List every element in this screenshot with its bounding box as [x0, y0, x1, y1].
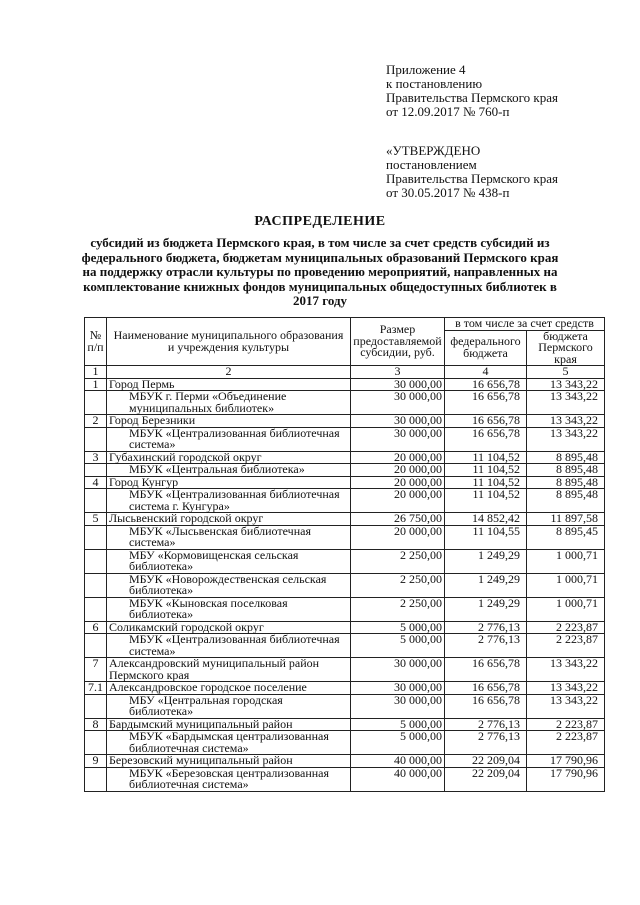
row-subsidy-size: 20 000,00	[351, 525, 445, 549]
appendix-block	[386, 63, 626, 119]
row-federal-amount: 2 776,13	[445, 718, 527, 731]
row-number: 2	[85, 415, 107, 428]
row-number	[85, 427, 107, 451]
row-subsidy-size: 2 250,00	[351, 597, 445, 621]
row-subsidy-size: 5 000,00	[351, 621, 445, 634]
header-federal: федерального бюджета	[445, 330, 527, 366]
approval-block	[386, 144, 626, 200]
row-number: 7.1	[85, 682, 107, 695]
row-number	[85, 597, 107, 621]
row-subsidy-size: 5 000,00	[351, 718, 445, 731]
row-name: МБУК «Новорождественская сельская библиотека»	[107, 573, 351, 597]
row-name: Березовский муниципальный район	[107, 755, 351, 768]
row-federal-amount: 1 249,29	[445, 573, 527, 597]
row-number: 8	[85, 718, 107, 731]
row-regional-amount: 1 000,71	[527, 573, 605, 597]
row-subsidy-size: 5 000,00	[351, 634, 445, 658]
row-regional-amount: 8 895,48	[527, 464, 605, 477]
column-index: 5	[527, 366, 605, 379]
row-name: МБУК «Централизованная библиотечная система г. Кунгура»	[107, 489, 351, 513]
row-number: 4	[85, 476, 107, 489]
table-row	[85, 658, 605, 682]
row-regional-amount: 11 897,58	[527, 513, 605, 526]
column-index: 2	[107, 366, 351, 379]
header-name: Наименование муниципального образования и учреждения культуры	[107, 318, 351, 366]
row-federal-amount: 16 656,78	[445, 682, 527, 695]
appendix-line: от 12.09.2017 № 760-п	[386, 104, 510, 119]
row-number: 7	[85, 658, 107, 682]
header-including: в том числе за счет средств	[445, 318, 605, 331]
row-name: МБУК «Централизованная библиотечная система»	[107, 427, 351, 451]
row-regional-amount: 8 895,48	[527, 476, 605, 489]
row-federal-amount: 16 656,78	[445, 378, 527, 391]
row-federal-amount: 16 656,78	[445, 391, 527, 415]
row-subsidy-size: 20 000,00	[351, 451, 445, 464]
row-regional-amount: 8 895,45	[527, 525, 605, 549]
row-regional-amount: 13 343,22	[527, 415, 605, 428]
column-index: 3	[351, 366, 445, 379]
row-regional-amount: 2 223,87	[527, 731, 605, 755]
row-federal-amount: 16 656,78	[445, 415, 527, 428]
row-regional-amount: 17 790,96	[527, 755, 605, 768]
header-regional: бюджета Пермского края	[527, 330, 605, 366]
row-regional-amount: 1 000,71	[527, 549, 605, 573]
row-name: Соликамский городской округ	[107, 621, 351, 634]
row-federal-amount: 11 104,52	[445, 476, 527, 489]
row-subsidy-size: 30 000,00	[351, 378, 445, 391]
row-number: 3	[85, 451, 107, 464]
row-regional-amount: 13 343,22	[527, 378, 605, 391]
row-number	[85, 525, 107, 549]
row-subsidy-size: 30 000,00	[351, 694, 445, 718]
table-row	[85, 525, 605, 549]
row-name: МБУК «Централизованная библиотечная система»	[107, 634, 351, 658]
row-subsidy-size: 2 250,00	[351, 573, 445, 597]
row-name: МБУК г. Перми «Объединение муниципальных библиотек»	[107, 391, 351, 415]
row-number: 6	[85, 621, 107, 634]
row-subsidy-size: 20 000,00	[351, 476, 445, 489]
row-subsidy-size: 40 000,00	[351, 767, 445, 791]
row-name: Александровское городское поселение	[107, 682, 351, 695]
row-name: Лысьвенский городской округ	[107, 513, 351, 526]
row-name: МБУ «Кормовищенская сельская библиотека»	[107, 549, 351, 573]
row-regional-amount: 1 000,71	[527, 597, 605, 621]
row-federal-amount: 1 249,29	[445, 597, 527, 621]
appendix-line: Правительства Пермского края	[386, 90, 558, 105]
row-federal-amount: 11 104,52	[445, 451, 527, 464]
row-federal-amount: 14 852,42	[445, 513, 527, 526]
row-federal-amount: 2 776,13	[445, 621, 527, 634]
row-regional-amount: 2 223,87	[527, 634, 605, 658]
row-regional-amount: 17 790,96	[527, 767, 605, 791]
row-regional-amount: 13 343,22	[527, 658, 605, 682]
table-row	[85, 731, 605, 755]
row-regional-amount: 2 223,87	[527, 718, 605, 731]
row-federal-amount: 11 104,52	[445, 464, 527, 477]
row-federal-amount: 11 104,55	[445, 525, 527, 549]
row-name: МБУК «Кыновская поселковая библиотека»	[107, 597, 351, 621]
row-subsidy-size: 30 000,00	[351, 415, 445, 428]
row-federal-amount: 1 249,29	[445, 549, 527, 573]
row-number	[85, 634, 107, 658]
table-row	[85, 694, 605, 718]
row-subsidy-size: 26 750,00	[351, 513, 445, 526]
row-name: МБУК «Лысьвенская библиотечная система»	[107, 525, 351, 549]
row-regional-amount: 8 895,48	[527, 489, 605, 513]
table-row	[85, 549, 605, 573]
row-federal-amount: 22 209,04	[445, 767, 527, 791]
row-number	[85, 391, 107, 415]
row-subsidy-size: 30 000,00	[351, 427, 445, 451]
approval-line: «УТВЕРЖДЕНО	[386, 143, 481, 158]
table-row	[85, 634, 605, 658]
row-number	[85, 489, 107, 513]
row-subsidy-size: 2 250,00	[351, 549, 445, 573]
row-name: Город Березники	[107, 415, 351, 428]
row-subsidy-size: 30 000,00	[351, 658, 445, 682]
row-name: МБУК «Березовская централизованная библиотечная система»	[107, 767, 351, 791]
row-federal-amount: 16 656,78	[445, 658, 527, 682]
row-number	[85, 549, 107, 573]
row-regional-amount: 2 223,87	[527, 621, 605, 634]
row-number: 1	[85, 378, 107, 391]
approval-line: постановлением	[386, 157, 477, 172]
distribution-table	[84, 317, 605, 792]
approval-line: от 30.05.2017 № 438-п	[386, 185, 510, 200]
row-federal-amount: 16 656,78	[445, 427, 527, 451]
row-name: Город Кунгур	[107, 476, 351, 489]
row-regional-amount: 8 895,48	[527, 451, 605, 464]
table-header	[85, 318, 605, 379]
column-index: 1	[85, 366, 107, 379]
table-body	[85, 378, 605, 791]
row-regional-amount: 13 343,22	[527, 694, 605, 718]
row-federal-amount: 16 656,78	[445, 694, 527, 718]
row-subsidy-size: 20 000,00	[351, 464, 445, 477]
row-number	[85, 731, 107, 755]
approval-line: Правительства Пермского края	[386, 171, 558, 186]
row-regional-amount: 13 343,22	[527, 391, 605, 415]
row-regional-amount: 13 343,22	[527, 427, 605, 451]
column-index: 4	[445, 366, 527, 379]
row-federal-amount: 11 104,52	[445, 489, 527, 513]
header-num: № п/п	[85, 318, 107, 366]
document-subtitle: субсидий из бюджета Пермского края, в том числе за счет средств субсидий из федерального бюджета, бюджетам муниципальных образований Пермского края на поддержку отрасли культуры по проведению мероприятий, направленных на комплектование книжных фондов муниципальных общедоступных библиотек в 2017 году	[81, 235, 559, 308]
row-name: Бардымский муниципальный район	[107, 718, 351, 731]
document-title: РАСПРЕДЕЛЕНИЕ	[254, 214, 386, 229]
row-number: 5	[85, 513, 107, 526]
row-subsidy-size: 40 000,00	[351, 755, 445, 768]
table-row	[85, 427, 605, 451]
header-size: Размер предоставляемой субсидии, руб.	[351, 318, 445, 366]
table-row	[85, 597, 605, 621]
table-row	[85, 489, 605, 513]
row-name: Александровский муниципальный район Пермского края	[107, 658, 351, 682]
appendix-line: к постановлению	[386, 76, 483, 91]
row-name: Губахинский городской округ	[107, 451, 351, 464]
row-number	[85, 767, 107, 791]
row-regional-amount: 13 343,22	[527, 682, 605, 695]
appendix-line: Приложение 4	[386, 62, 466, 77]
row-name: МБУ «Центральная городская библиотека»	[107, 694, 351, 718]
row-name: МБУК «Центральная библиотека»	[107, 464, 351, 477]
row-federal-amount: 22 209,04	[445, 755, 527, 768]
row-federal-amount: 2 776,13	[445, 634, 527, 658]
row-subsidy-size: 30 000,00	[351, 391, 445, 415]
table-row	[85, 573, 605, 597]
row-federal-amount: 2 776,13	[445, 731, 527, 755]
row-subsidy-size: 30 000,00	[351, 682, 445, 695]
row-name: МБУК «Бардымская централизованная библиотечная система»	[107, 731, 351, 755]
row-name: Город Пермь	[107, 378, 351, 391]
table-row	[85, 391, 605, 415]
table-row	[85, 767, 605, 791]
row-subsidy-size: 5 000,00	[351, 731, 445, 755]
row-number	[85, 694, 107, 718]
row-number: 9	[85, 755, 107, 768]
row-subsidy-size: 20 000,00	[351, 489, 445, 513]
row-number	[85, 573, 107, 597]
